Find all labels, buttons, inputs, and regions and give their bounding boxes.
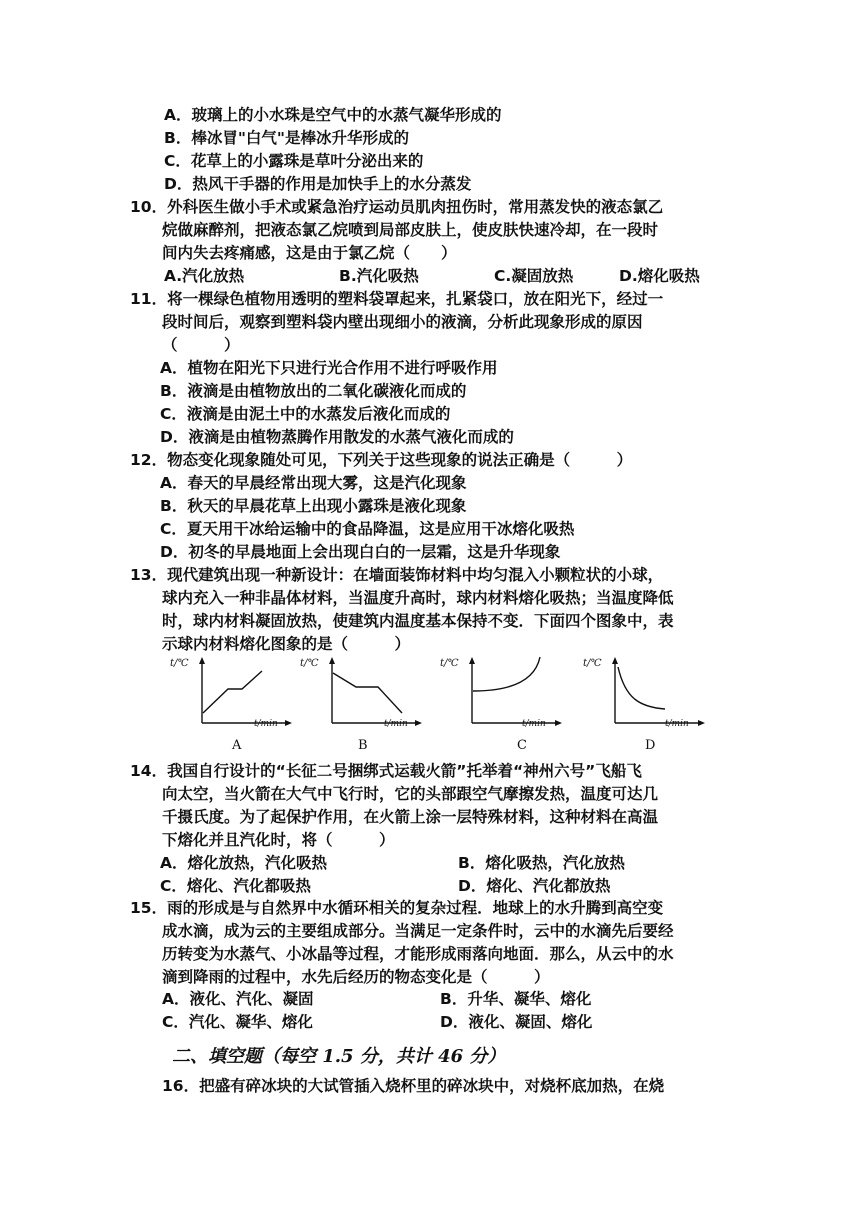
q10-stem-line-1: 10．外科医生做小手术或紧急治疗运动员肌肉扭伤时，常用蒸发快的液态氯乙: [130, 198, 664, 216]
q11-option-d: D．液滴是由植物蒸腾作用散发的水蒸气液化而成的: [160, 428, 514, 446]
q14-options-row-2: [160, 875, 611, 897]
graph-b-letter: B: [358, 738, 368, 753]
q12-option-a: A．春天的早晨经常出现大雾，这是汽化现象: [160, 474, 467, 492]
q11-option-c: C．液滴是由泥土中的水蒸发后液化而成的: [160, 405, 451, 423]
graph-c: [440, 651, 565, 761]
graph-a-ylabel: t/℃: [170, 658, 189, 669]
graph-d: [583, 651, 708, 761]
graph-b-ylabel: t/℃: [300, 658, 319, 669]
q14-stem-line-1: 14．我国自行设计的“长征二号捆绑式运载火箭”托举着“神州六号”飞船飞: [130, 762, 642, 780]
graph-d-ylabel: t/℃: [583, 658, 602, 669]
q15-stem-line-4: 滴到降雨的过程中，水先后经历的物态变化是（ ）: [162, 968, 550, 986]
q14-option-a: A．熔化放热，汽化吸热: [160, 854, 327, 872]
q14-option-b: B．熔化吸热，汽化放热: [458, 854, 625, 872]
graph-d-letter: D: [645, 738, 656, 753]
graph-b: [300, 651, 425, 761]
q9-option-d: D．热风干手器的作用是加快手上的水分蒸发: [164, 175, 472, 193]
q9-option-a: A．玻璃上的小水珠是空气中的水蒸气凝华形成的: [164, 106, 502, 124]
graph-c-curve: [473, 657, 540, 691]
q15-option-d: D．液化、凝固、熔化: [440, 1013, 593, 1031]
q14-stem-line-2: 向太空，当火箭在大气中飞行时，它的头部跟空气摩擦发热，温度可达几: [162, 785, 659, 803]
q10-option-c: C.凝固放热: [494, 267, 574, 285]
q15-stem-line-3: 历转变为水蒸气、小冰晶等过程，才能形成雨落向地面．那么，从云中的水: [162, 945, 674, 963]
graph-a-letter: A: [232, 738, 242, 753]
q12-option-b: B．秋天的早晨花草上出现小露珠是液化现象: [160, 497, 467, 515]
q14-options-row-1: [160, 852, 625, 874]
q14-stem-line-3: 千摄氏度。为了起保护作用，在火箭上涂一层特殊材料，这种材料在高温: [162, 808, 659, 826]
q12-stem: 12．物态变化现象随处可见，下列关于这些现象的说法正确是（ ）: [130, 451, 633, 469]
q14-option-c: C．熔化、汽化都吸热: [160, 877, 311, 895]
graph-c-letter: C: [517, 738, 527, 753]
graph-c-xlabel: t/min: [522, 719, 546, 729]
q11-stem-line-1: 11．将一棵绿色植物用透明的塑料袋罩起来，扎紧袋口，放在阳光下，经过一: [130, 290, 664, 308]
graph-a: [170, 651, 295, 761]
q14-option-d: D．熔化、汽化都放热: [458, 877, 611, 895]
q15-options-row-2: [162, 1011, 593, 1033]
q15-stem-line-2: 成水滴，成为云的主要组成部分。当满足一定条件时，云中的水滴先后要经: [162, 922, 674, 940]
q10-stem-line-2: 烷做麻醉剂，把液态氯乙烷喷到局部皮肤上，使皮肤快速冷却，在一段时: [162, 221, 659, 239]
q11-stem-line-3: （ ）: [162, 336, 240, 354]
q15-option-a: A．液化、汽化、凝固: [162, 990, 314, 1008]
q9-option-c: C．花草上的小露珠是草叶分泌出来的: [164, 152, 424, 170]
q15-options-row-1: [162, 988, 592, 1010]
q10-option-a: A.汽化放热: [164, 267, 245, 285]
q10-option-d: D.熔化吸热: [619, 267, 700, 285]
q13-stem-line-4: 示球内材料熔化图象的是（ ）: [162, 635, 411, 653]
q9-option-b: B．棒冰冒"白气"是棒冰升华形成的: [164, 129, 409, 147]
graph-b-xlabel: t/min: [384, 719, 408, 729]
q15-option-b: B．升华、凝华、熔化: [440, 990, 592, 1008]
q13-stem-line-1: 13．现代建筑出现一种新设计：在墙面装饰材料中均匀混入小颗粒状的小球，: [130, 566, 664, 584]
graph-d-xlabel: t/min: [665, 719, 689, 729]
q15-option-c: C．汽化、凝华、熔化: [162, 1013, 313, 1031]
graph-c-plot: [440, 651, 565, 731]
q12-option-d: D．初冬的早晨地面上会出现白白的一层霜，这是升华现象: [160, 543, 561, 561]
graph-b-curve: [333, 673, 402, 713]
q11-stem-line-2: 段时间后，观察到塑料袋内壁出现细小的液滴，分析此现象形成的原因: [162, 313, 643, 331]
q13-stem-line-3: 时，球内材料凝固放热，使建筑内温度基本保持不变．下面四个图象中，表: [162, 612, 674, 630]
graph-c-ylabel: t/℃: [440, 658, 459, 669]
q10-option-b: B.汽化吸热: [339, 267, 419, 285]
q11-option-b: B．液滴是由植物放出的二氧化碳液化而成的: [160, 382, 467, 400]
graph-a-xlabel: t/min: [254, 719, 278, 729]
q10-stem-line-3: 间内失去疼痛感，这是由于氯乙烷（ ）: [162, 244, 457, 262]
section-2-title: 二、填空题（每空 1.5 分，共计 46 分）: [172, 1046, 506, 1067]
q15-stem-line-1: 15．雨的形成是与自然界中水循环相关的复杂过程．地球上的水升腾到高空变: [130, 899, 664, 917]
graph-a-curve: [203, 671, 262, 713]
q14-stem-line-4: 下熔化并且汽化时，将（ ）: [162, 831, 395, 849]
graph-d-curve: [618, 667, 665, 709]
q13-stem-line-2: 球内充入一种非晶体材料，当温度升高时，球内材料熔化吸热；当温度降低: [162, 589, 674, 607]
graph-d-plot: [583, 651, 708, 731]
q11-option-a: A．植物在阳光下只进行光合作用不进行呼吸作用: [160, 359, 498, 377]
q12-option-c: C．夏天用干冰给运输中的食品降温，这是应用干冰熔化吸热: [160, 520, 575, 538]
q16-stem-line-1: 16．把盛有碎冰块的大试管插入烧杯里的碎冰块中，对烧杯底加热，在烧: [162, 1077, 665, 1095]
